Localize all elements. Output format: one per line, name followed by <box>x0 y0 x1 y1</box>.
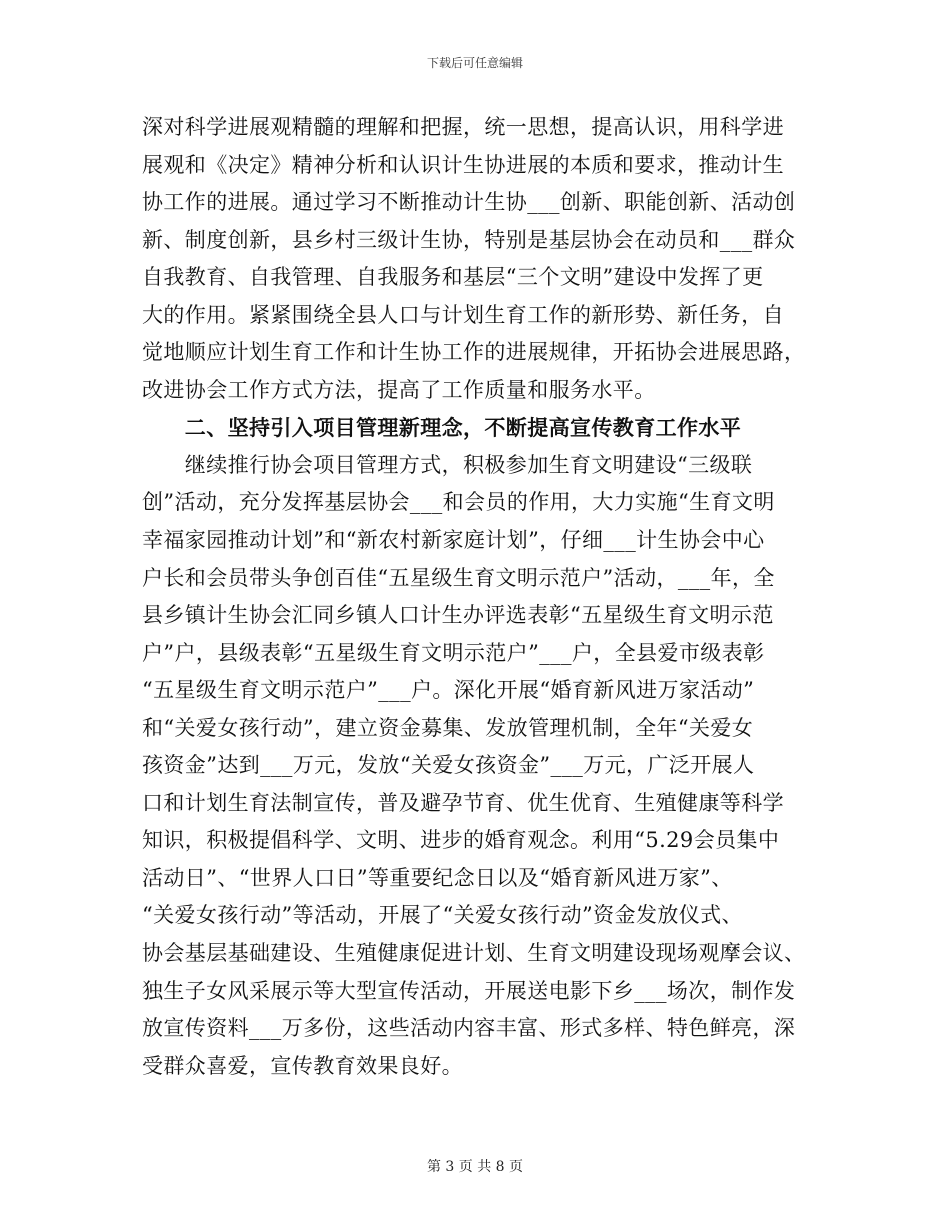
body-line: 大的作用。紧紧围绕全县人口与计划生育工作的新形势、新任务，自 <box>142 302 784 327</box>
body-line: 展观和《决定》精神分析和认识计生协进展的本质和要求，推动计生 <box>142 152 784 177</box>
body-line: 新、制度创新，县乡村三级计生协，特别是基层协会在动员和___群众 <box>142 227 796 252</box>
body-line: 觉地顺应计划生育工作和计生协工作的进展规律，开拓协会进展思路， <box>142 340 806 365</box>
body-line: 幸福家园推动计划”和“新农村新家庭计划”，仔细___计生协会中心 <box>142 528 765 553</box>
document-body <box>142 109 810 1085</box>
body-line: 口和计划生育法制宣传，普及避孕节育、优生优育、生殖健康等科学 <box>142 790 784 815</box>
body-line: 户长和会员带头争创百佳“五星级生育文明示范户”活动，___年，全 <box>142 565 775 590</box>
body-line: 独生子女风采展示等大型宣传活动，开展送电影下乡___场次，制作发 <box>142 978 796 1003</box>
body-line: 知识，积极提倡科学、文明、进步的婚育观念。利用“5.29会员集中 <box>142 828 780 853</box>
body-line: 协会基层基础建设、生殖健康促进计划、生育文明建设现场观摩会议、 <box>142 941 806 966</box>
body-line: “关爱女孩行动”等活动，开展了“关爱女孩行动”资金发放仪式、 <box>142 903 743 928</box>
page-number-indicator: 第 3 页 共 8 页 <box>426 1159 524 1175</box>
body-line: 放宣传资料___万多份，这些活动内容丰富、形式多样、特色鲜亮，深 <box>142 1016 796 1041</box>
body-line: 受群众喜爱，宣传教育效果良好。 <box>142 1053 463 1078</box>
section-heading: 二、坚持引入项目管理新理念，不断提高宣传教育工作水平 <box>142 415 742 441</box>
body-line: 改进协会工作方式方法，提高了工作质量和服务水平。 <box>142 377 656 402</box>
body-line: 自我教育、自我管理、自我服务和基层“三个文明”建设中发挥了更 <box>142 265 764 290</box>
body-line: 和“关爱女孩行动”，建立资金募集、发放管理机制，全年“关爱女 <box>142 715 754 740</box>
body-line: 继续推行协会项目管理方式，积极参加生育文明建设“三级联 <box>142 452 753 477</box>
page-header-note: 下载后可任意编辑 <box>426 56 523 70</box>
body-line: 孩资金”达到___万元，发放“关爱女孩资金”___万元，广泛开展人 <box>142 753 755 778</box>
body-line: 深对科学进展观精髓的理解和把握，统一思想，提高认识，用科学进 <box>142 115 784 139</box>
body-line: 活动日”、“世界人口日”等重要纪念日以及“婚育新风进万家”、 <box>142 865 733 890</box>
body-line: 协工作的进展。通过学习不断推动计生协___创新、职能创新、活动创 <box>142 190 796 215</box>
body-line: 创”活动，充分发挥基层协会___和会员的作用，大力实施“生育文明 <box>142 490 775 515</box>
body-line: 县乡镇计生协会汇同乡镇人口计生办评选表彰“五星级生育文明示范 <box>142 603 774 628</box>
body-line: 户”户，县级表彰“五星级生育文明示范户”___户，全县爱市级表彰 <box>142 640 765 665</box>
body-line: “五星级生育文明示范户”___户。深化开展“婚育新风进万家活动” <box>142 678 755 703</box>
